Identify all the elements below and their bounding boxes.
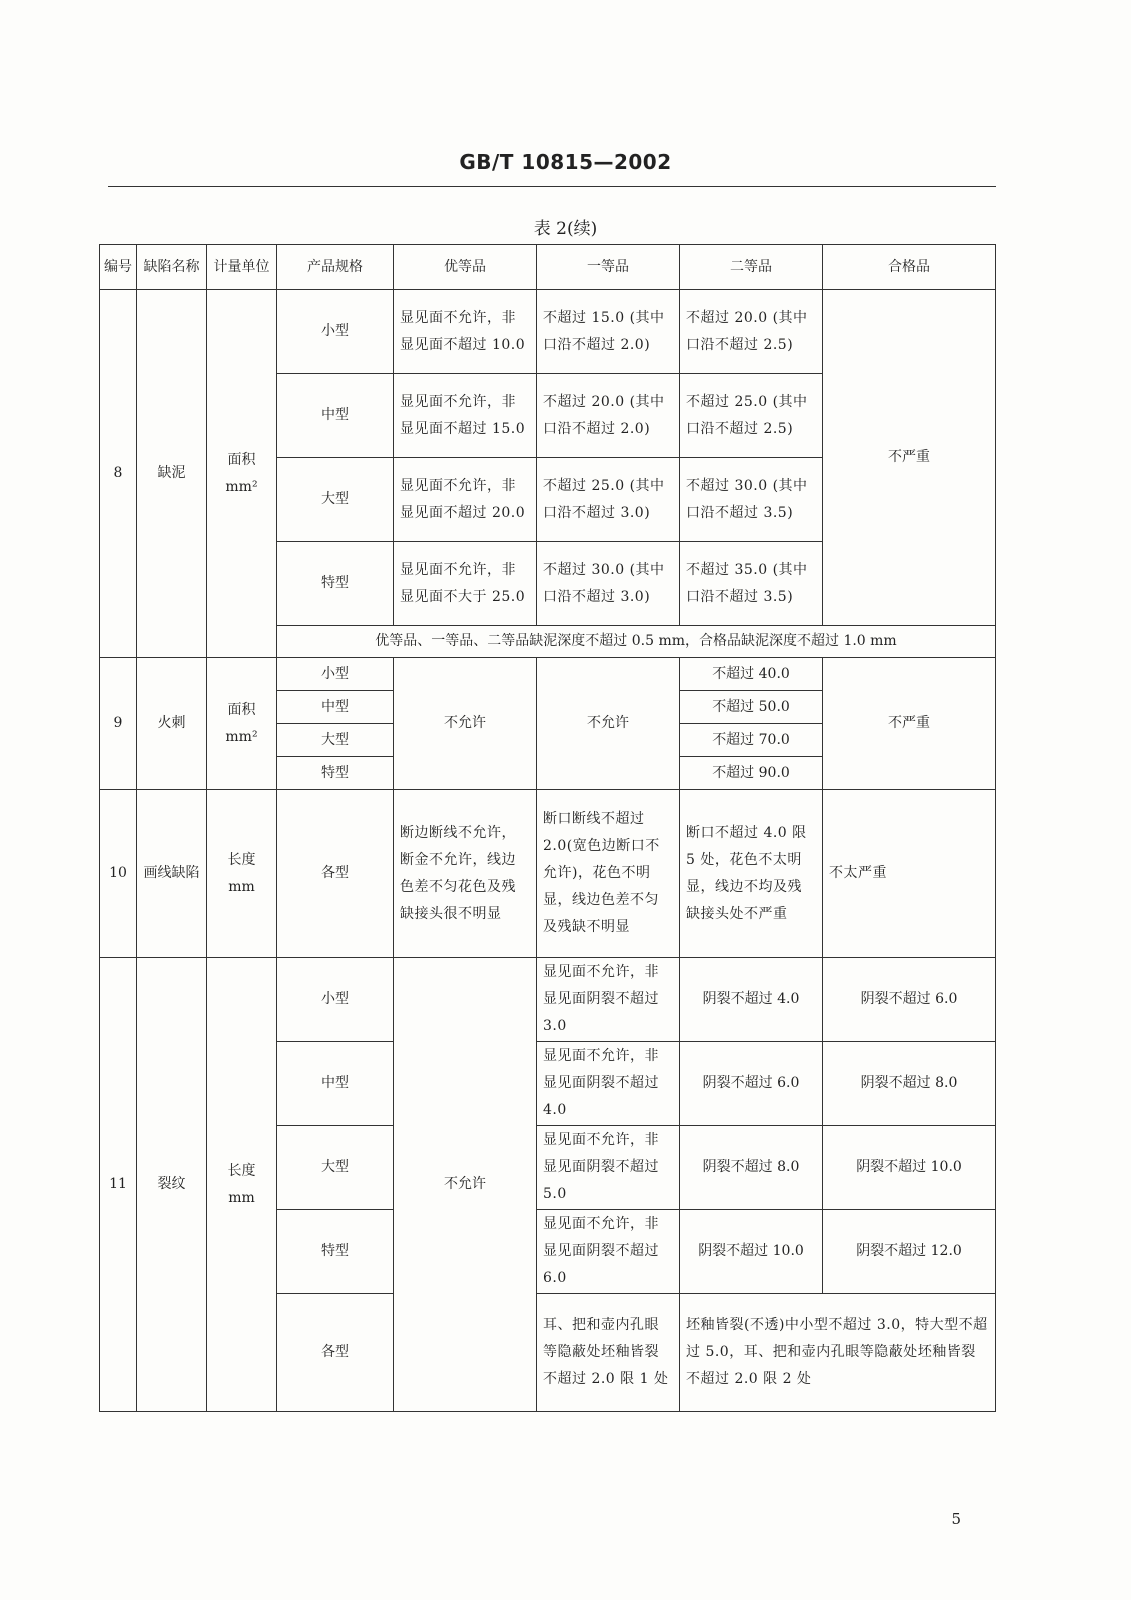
col-header-excellent: 优等品 — [394, 245, 537, 290]
row11-spec: 中型 — [277, 1042, 394, 1126]
row11-rest: 坯釉皆裂(不透)中小型不超过 3.0，特大型不超过 5.0，耳、把和壶内孔眼等隐蔽处坯釉皆裂不超过 2.0 限 2 处 — [680, 1294, 996, 1412]
row11-spec: 小型 — [277, 958, 394, 1042]
row8-qualified: 不严重 — [823, 290, 996, 626]
row8-second: 不超过 30.0 (其中口沿不超过 3.5) — [680, 458, 823, 542]
table-header-row — [100, 245, 996, 290]
row8-no: 8 — [100, 290, 137, 658]
table-row — [100, 790, 996, 958]
row9-no: 9 — [100, 658, 137, 790]
row11-first: 显见面不允许，非显见面阴裂不超过 5.0 — [537, 1126, 680, 1210]
row11-first: 耳、把和壶内孔眼等隐蔽处坯釉皆裂不超过 2.0 限 1 处 — [537, 1294, 680, 1412]
row9-spec: 小型 — [277, 658, 394, 691]
row9-spec: 中型 — [277, 691, 394, 724]
row10-first: 断口断线不超过 2.0(宽色边断口不允许)，花色不明显，线边色差不匀及残缺不明显 — [537, 790, 680, 958]
row9-excellent: 不允许 — [394, 658, 537, 790]
row10-qualified: 不太严重 — [823, 790, 996, 958]
row8-first: 不超过 20.0 (其中口沿不超过 2.0) — [537, 374, 680, 458]
row11-spec: 特型 — [277, 1210, 394, 1294]
row9-second: 不超过 40.0 — [680, 658, 823, 691]
row11-second: 阴裂不超过 6.0 — [680, 1042, 823, 1126]
row10-name: 画线缺陷 — [137, 790, 207, 958]
row9-name: 火刺 — [137, 658, 207, 790]
row9-spec: 大型 — [277, 724, 394, 757]
row8-excellent: 显见面不允许，非显见面不超过 20.0 — [394, 458, 537, 542]
row11-spec: 各型 — [277, 1294, 394, 1412]
row11-second: 阴裂不超过 8.0 — [680, 1126, 823, 1210]
row9-spec: 特型 — [277, 757, 394, 790]
row10-no: 10 — [100, 790, 137, 958]
row8-excellent: 显见面不允许，非显见面不超过 10.0 — [394, 290, 537, 374]
col-header-first-grade: 一等品 — [537, 245, 680, 290]
row8-first: 不超过 15.0 (其中口沿不超过 2.0) — [537, 290, 680, 374]
row11-first: 显见面不允许，非显见面阴裂不超过 6.0 — [537, 1210, 680, 1294]
row8-spec: 小型 — [277, 290, 394, 374]
row10-second: 断口不超过 4.0 限 5 处，花色不太明显，线边不均及残缺接头处不严重 — [680, 790, 823, 958]
row8-second: 不超过 35.0 (其中口沿不超过 3.5) — [680, 542, 823, 626]
col-header-spec: 产品规格 — [277, 245, 394, 290]
row11-excellent: 不允许 — [394, 958, 537, 1412]
row8-spec: 中型 — [277, 374, 394, 458]
row8-second: 不超过 20.0 (其中口沿不超过 2.5) — [680, 290, 823, 374]
header-rule — [108, 186, 996, 187]
row8-spec: 大型 — [277, 458, 394, 542]
defect-table — [99, 244, 996, 1412]
col-header-qualified: 合格品 — [823, 245, 996, 290]
document-header — [0, 150, 1131, 174]
row8-note: 优等品、一等品、二等品缺泥深度不超过 0.5 mm，合格品缺泥深度不超过 1.0 mm — [277, 626, 996, 658]
row11-name: 裂纹 — [137, 958, 207, 1412]
row9-second: 不超过 90.0 — [680, 757, 823, 790]
table-row — [100, 658, 996, 691]
row11-qualified: 阴裂不超过 6.0 — [823, 958, 996, 1042]
row11-qualified: 阴裂不超过 8.0 — [823, 1042, 996, 1126]
row11-qualified: 阴裂不超过 10.0 — [823, 1126, 996, 1210]
row8-spec: 特型 — [277, 542, 394, 626]
row8-excellent: 显见面不允许，非显见面不大于 25.0 — [394, 542, 537, 626]
col-header-unit: 计量单位 — [207, 245, 277, 290]
row11-spec: 大型 — [277, 1126, 394, 1210]
table-caption: 表 2(续) — [533, 219, 598, 239]
row10-unit: 长度 mm — [207, 790, 277, 958]
row10-spec: 各型 — [277, 790, 394, 958]
row8-first: 不超过 25.0 (其中口沿不超过 3.0) — [537, 458, 680, 542]
col-header-no: 编号 — [100, 245, 137, 290]
row8-unit: 面积 mm² — [207, 290, 277, 658]
row11-second: 阴裂不超过 4.0 — [680, 958, 823, 1042]
row10-excellent: 断边断线不允许，断金不允许，线边色差不匀花色及残缺接头很不明显 — [394, 790, 537, 958]
row11-unit: 长度 mm — [207, 958, 277, 1412]
table-row — [100, 958, 996, 1042]
row9-unit: 面积 mm² — [207, 658, 277, 790]
page-number: 5 — [951, 1510, 961, 1528]
row8-first: 不超过 30.0 (其中口沿不超过 3.0) — [537, 542, 680, 626]
row11-no: 11 — [100, 958, 137, 1412]
col-header-defect-name: 缺陷名称 — [137, 245, 207, 290]
row11-second: 阴裂不超过 10.0 — [680, 1210, 823, 1294]
row9-first: 不允许 — [537, 658, 680, 790]
row11-first: 显见面不允许，非显见面阴裂不超过 4.0 — [537, 1042, 680, 1126]
row8-second: 不超过 25.0 (其中口沿不超过 2.5) — [680, 374, 823, 458]
table-row — [100, 290, 996, 374]
row11-qualified: 阴裂不超过 12.0 — [823, 1210, 996, 1294]
row9-second: 不超过 50.0 — [680, 691, 823, 724]
row11-first: 显见面不允许，非显见面阴裂不超过 3.0 — [537, 958, 680, 1042]
row8-excellent: 显见面不允许，非显见面不超过 15.0 — [394, 374, 537, 458]
col-header-second-grade: 二等品 — [680, 245, 823, 290]
row9-second: 不超过 70.0 — [680, 724, 823, 757]
row9-qualified: 不严重 — [823, 658, 996, 790]
standard-number: GB/T 10815—2002 — [459, 150, 672, 174]
row8-name: 缺泥 — [137, 290, 207, 658]
